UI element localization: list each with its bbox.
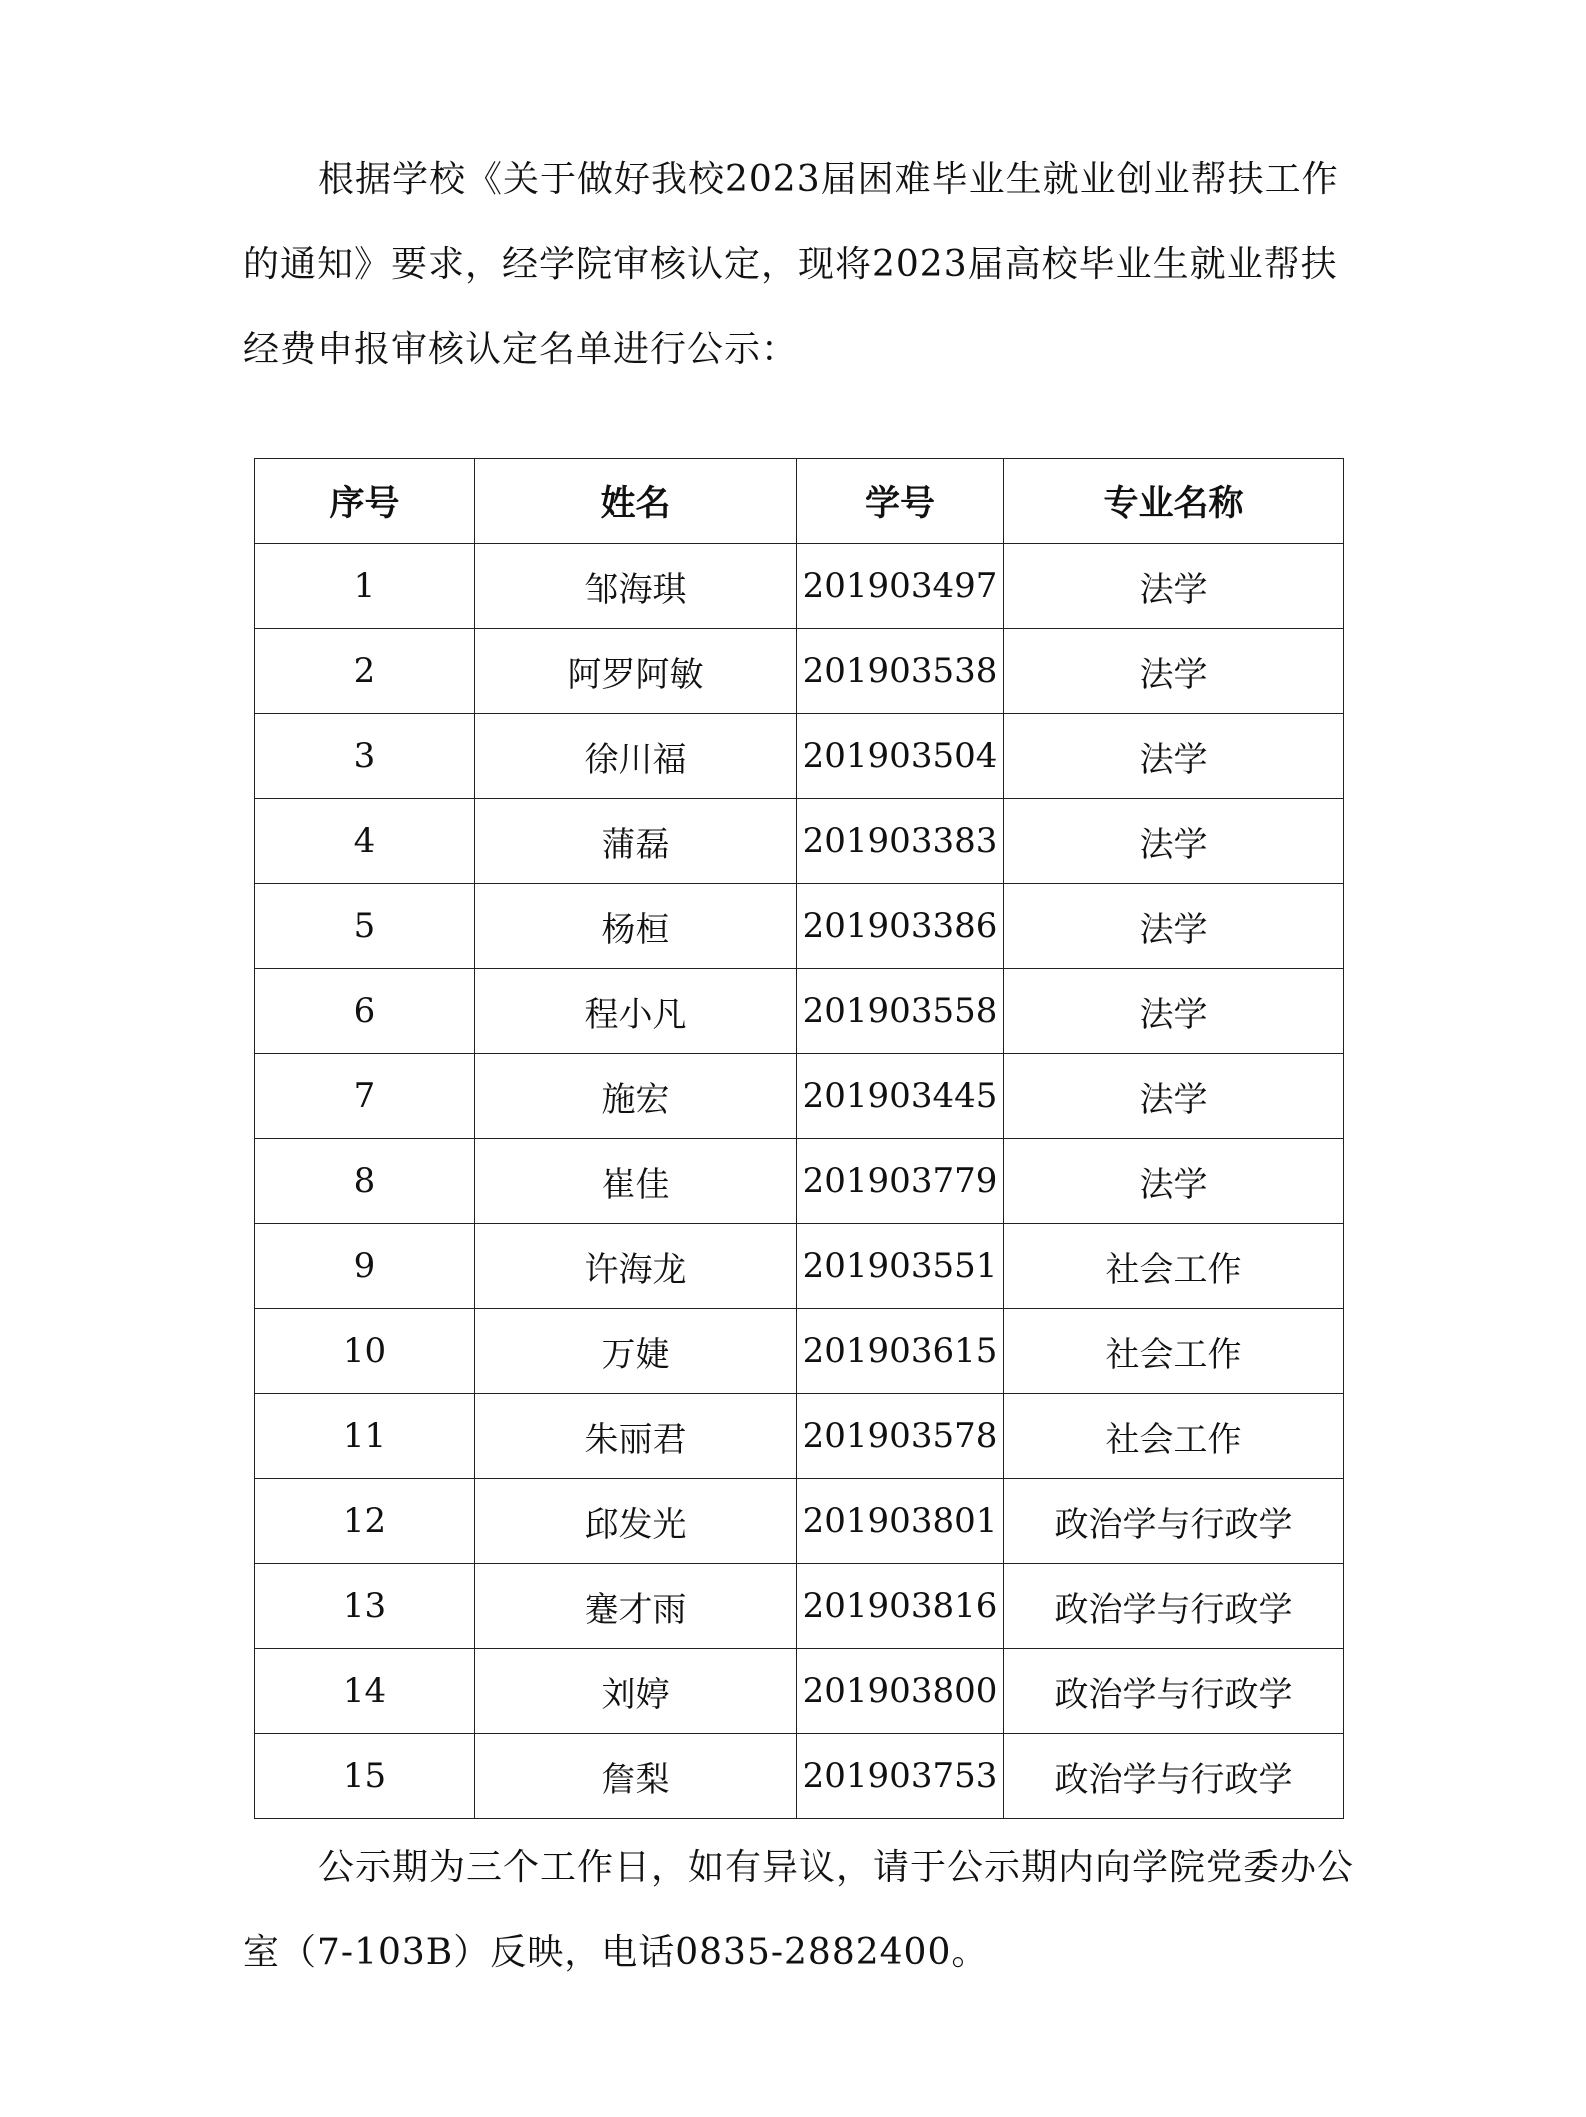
cell-index: 13 — [255, 1564, 475, 1649]
cell-index: 10 — [255, 1309, 475, 1394]
cell-major: 政治学与行政学 — [1004, 1649, 1344, 1734]
cell-major: 法学 — [1004, 629, 1344, 714]
cell-student-id: 201903800 — [797, 1649, 1004, 1734]
cell-name: 蹇才雨 — [475, 1564, 797, 1649]
cell-name: 邹海琪 — [475, 544, 797, 629]
cell-index: 1 — [255, 544, 475, 629]
cell-name: 万婕 — [475, 1309, 797, 1394]
table-row — [255, 1224, 1344, 1309]
cell-major: 法学 — [1004, 544, 1344, 629]
cell-major: 法学 — [1004, 884, 1344, 969]
cell-index: 6 — [255, 969, 475, 1054]
cell-index: 8 — [255, 1139, 475, 1224]
table-row — [255, 1734, 1344, 1819]
cell-index: 11 — [255, 1394, 475, 1479]
cell-major: 社会工作 — [1004, 1309, 1344, 1394]
cell-index: 14 — [255, 1649, 475, 1734]
intro-line-1: 根据学校《关于做好我校2023届困难毕业生就业创业帮扶工作 — [318, 159, 1339, 200]
table-row — [255, 714, 1344, 799]
cell-student-id: 201903801 — [797, 1479, 1004, 1564]
cell-index: 15 — [255, 1734, 475, 1819]
cell-major: 法学 — [1004, 969, 1344, 1054]
intro-paragraph — [243, 137, 1353, 392]
cell-index: 7 — [255, 1054, 475, 1139]
cell-student-id: 201903816 — [797, 1564, 1004, 1649]
cell-index: 5 — [255, 884, 475, 969]
header-index: 序号 — [255, 459, 475, 544]
cell-major: 法学 — [1004, 1139, 1344, 1224]
header-name: 姓名 — [475, 459, 797, 544]
cell-index: 2 — [255, 629, 475, 714]
cell-name: 刘婷 — [475, 1649, 797, 1734]
cell-student-id: 201903753 — [797, 1734, 1004, 1819]
intro-line-3: 经费申报审核认定名单进行公示： — [243, 329, 799, 370]
cell-major: 政治学与行政学 — [1004, 1734, 1344, 1819]
roster-table — [254, 458, 1344, 1819]
intro-line-2: 的通知》要求，经学院审核认定，现将2023届高校毕业生就业帮扶 — [243, 244, 1338, 285]
table-row — [255, 799, 1344, 884]
cell-name: 施宏 — [475, 1054, 797, 1139]
cell-index: 4 — [255, 799, 475, 884]
cell-index: 12 — [255, 1479, 475, 1564]
cell-name: 许海龙 — [475, 1224, 797, 1309]
cell-major: 社会工作 — [1004, 1394, 1344, 1479]
cell-name: 杨桓 — [475, 884, 797, 969]
table-row — [255, 969, 1344, 1054]
cell-name: 邱发光 — [475, 1479, 797, 1564]
table-row — [255, 1479, 1344, 1564]
header-student-id: 学号 — [797, 459, 1004, 544]
cell-student-id: 201903497 — [797, 544, 1004, 629]
cell-major: 政治学与行政学 — [1004, 1479, 1344, 1564]
cell-major: 法学 — [1004, 799, 1344, 884]
cell-index: 3 — [255, 714, 475, 799]
table-row — [255, 1394, 1344, 1479]
cell-student-id: 201903538 — [797, 629, 1004, 714]
table-row — [255, 1139, 1344, 1224]
cell-student-id: 201903578 — [797, 1394, 1004, 1479]
cell-major: 政治学与行政学 — [1004, 1564, 1344, 1649]
cell-name: 蒲磊 — [475, 799, 797, 884]
cell-name: 阿罗阿敏 — [475, 629, 797, 714]
cell-index: 9 — [255, 1224, 475, 1309]
cell-student-id: 201903558 — [797, 969, 1004, 1054]
table-row — [255, 1564, 1344, 1649]
cell-name: 程小凡 — [475, 969, 797, 1054]
cell-student-id: 201903615 — [797, 1309, 1004, 1394]
cell-student-id: 201903551 — [797, 1224, 1004, 1309]
header-major: 专业名称 — [1004, 459, 1344, 544]
cell-major: 法学 — [1004, 714, 1344, 799]
table-row — [255, 1649, 1344, 1734]
cell-name: 徐川福 — [475, 714, 797, 799]
cell-name: 朱丽君 — [475, 1394, 797, 1479]
cell-student-id: 201903504 — [797, 714, 1004, 799]
cell-name: 詹梨 — [475, 1734, 797, 1819]
cell-student-id: 201903383 — [797, 799, 1004, 884]
cell-student-id: 201903445 — [797, 1054, 1004, 1139]
cell-student-id: 201903779 — [797, 1139, 1004, 1224]
table-row — [255, 884, 1344, 969]
table-row — [255, 544, 1344, 629]
closing-paragraph — [243, 1825, 1353, 1995]
table-header-row — [255, 459, 1344, 544]
closing-line-2: 室（7-103B）反映，电话0835-2882400。 — [243, 1932, 989, 1973]
cell-major: 法学 — [1004, 1054, 1344, 1139]
table-row — [255, 1309, 1344, 1394]
table-row — [255, 629, 1344, 714]
cell-name: 崔佳 — [475, 1139, 797, 1224]
cell-student-id: 201903386 — [797, 884, 1004, 969]
closing-line-1: 公示期为三个工作日，如有异议，请于公示期内向学院党委办公 — [318, 1847, 1355, 1888]
table-row — [255, 1054, 1344, 1139]
cell-major: 社会工作 — [1004, 1224, 1344, 1309]
table-body — [255, 544, 1344, 1819]
